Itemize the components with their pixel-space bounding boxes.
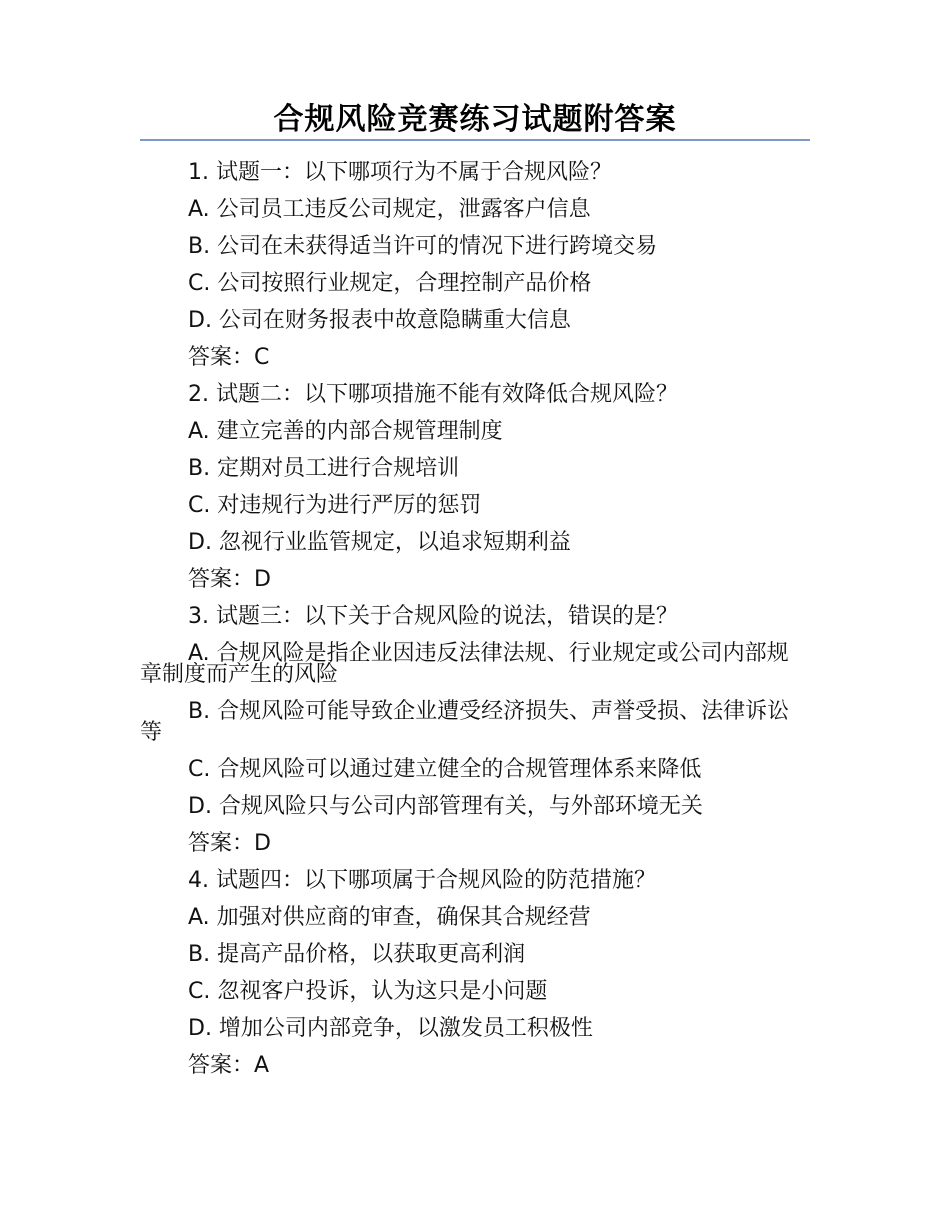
q3-option-a: A. 合规风险是指企业因违反法律法规、行业规定或公司内部规章制度而产生的风险 <box>140 641 789 687</box>
document-body <box>140 154 810 1084</box>
question-1: 1. 试题一：以下哪项行为不属于合规风险？ <box>188 160 612 185</box>
q4-option-d: D. 增加公司内部竞争，以激发员工积极性 <box>188 1016 593 1041</box>
q2-option-a: A. 建立完善的内部合规管理制度 <box>188 419 503 444</box>
q1-option-c: C. 公司按照行业规定，合理控制产品价格 <box>188 271 592 296</box>
question-4: 4. 试题四：以下哪项属于合规风险的防范措施？ <box>188 868 656 893</box>
q2-option-b: B. 定期对员工进行合规培训 <box>188 456 460 481</box>
q4-option-c: C. 忽视客户投诉，认为这只是小问题 <box>188 979 548 1004</box>
question-3: 3. 试题三：以下关于合规风险的说法，错误的是？ <box>188 604 678 629</box>
q4-answer: 答案：A <box>188 1053 270 1078</box>
q1-answer: 答案：C <box>188 345 270 370</box>
q4-option-b: B. 提高产品价格，以获取更高利润 <box>188 942 526 967</box>
document-title: 合规风险竞赛练习试题附答案 <box>273 102 677 137</box>
q2-option-d: D. 忽视行业监管规定，以追求短期利益 <box>188 530 571 555</box>
q1-option-b: B. 公司在未获得适当许可的情况下进行跨境交易 <box>188 234 658 259</box>
q3-answer: 答案：D <box>188 831 271 856</box>
q3-option-c: C. 合规风险可以通过建立健全的合规管理体系来降低 <box>188 757 702 782</box>
q4-option-a: A. 加强对供应商的审查，确保其合规经营 <box>188 905 591 930</box>
q3-option-b: B. 合规风险可能导致企业遭受经济损失、声誉受损、法律诉讼等 <box>140 699 790 745</box>
q2-answer: 答案：D <box>188 567 271 592</box>
q2-option-c: C. 对违规行为进行严厉的惩罚 <box>188 493 482 518</box>
title-underline <box>140 139 810 141</box>
q3-option-d: D. 合规风险只与公司内部管理有关，与外部环境无关 <box>188 794 703 819</box>
question-2: 2. 试题二：以下哪项措施不能有效降低合规风险？ <box>188 382 678 407</box>
q1-option-d: D. 公司在财务报表中故意隐瞒重大信息 <box>188 308 571 333</box>
q1-option-a: A. 公司员工违反公司规定，泄露客户信息 <box>188 197 591 222</box>
